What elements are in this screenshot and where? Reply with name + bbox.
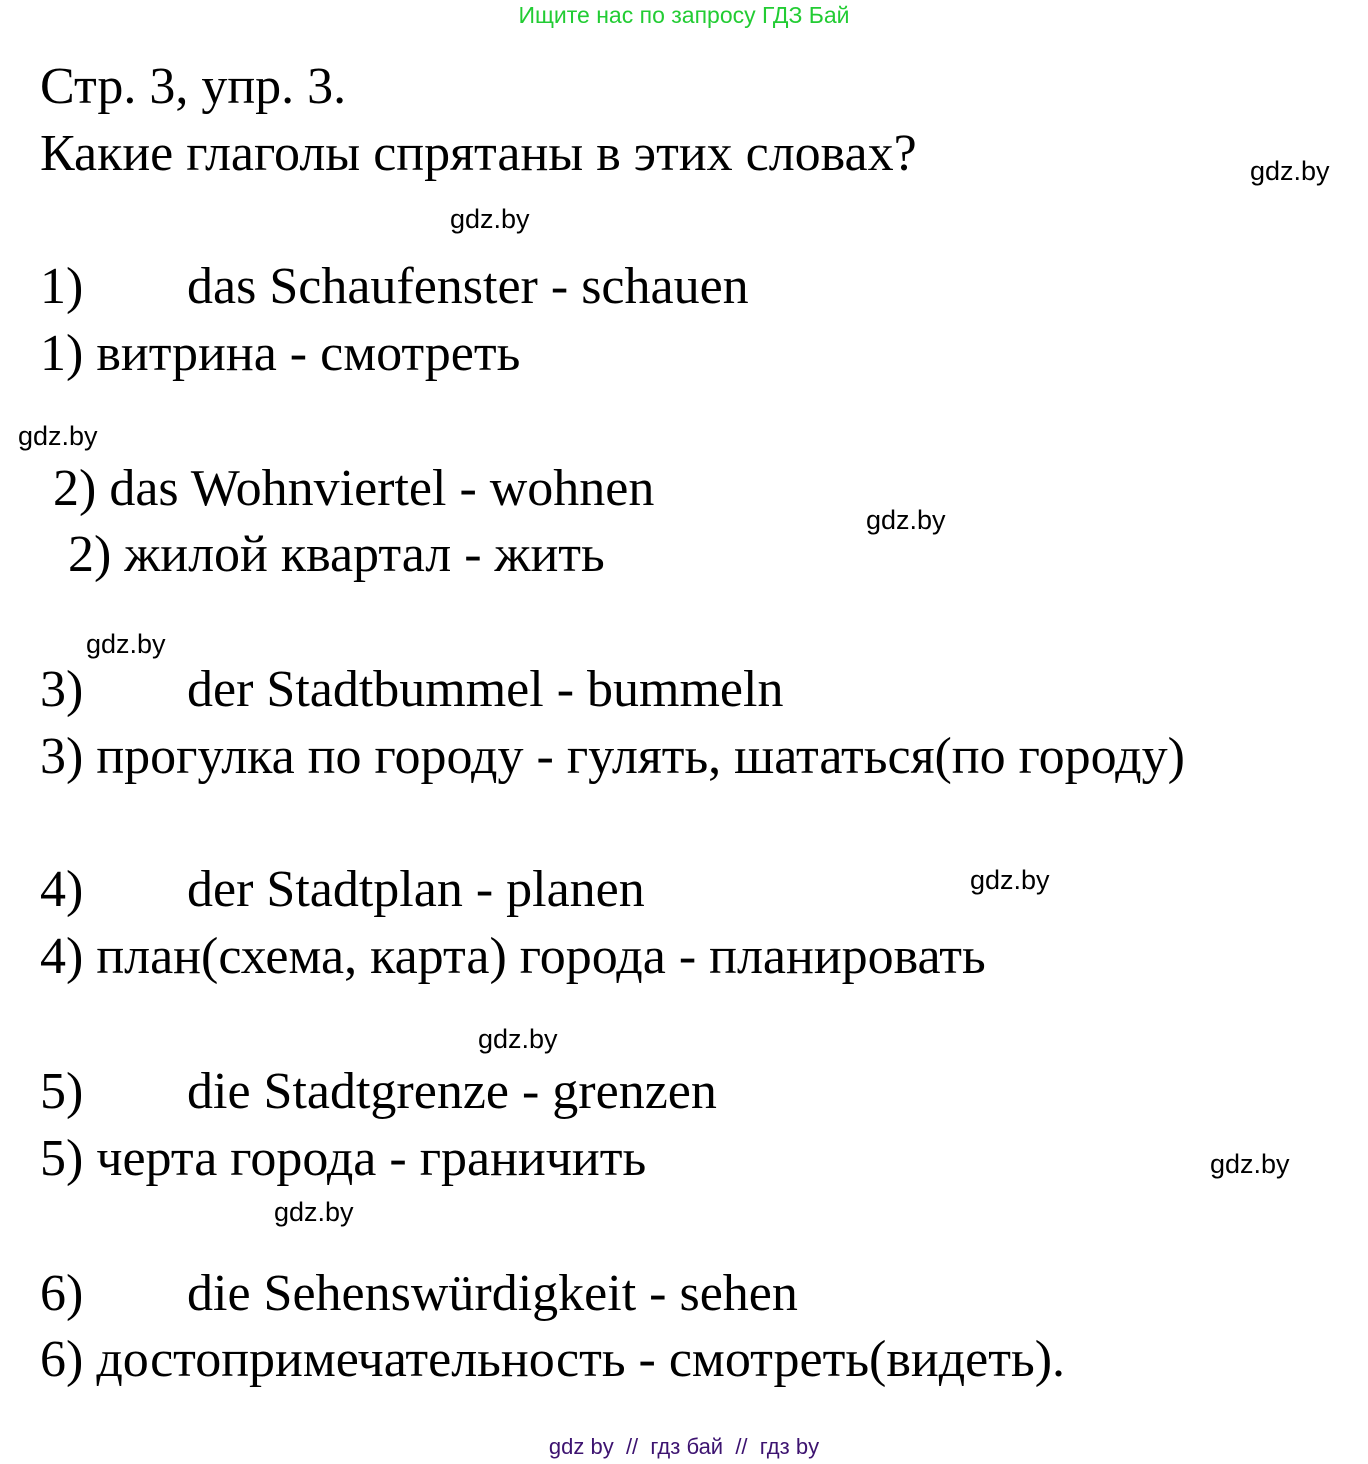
question: Какие глаголы спрятаны в этих словах? [40,125,917,182]
search-banner: Ищите нас по запросу ГДЗ Бай [518,2,850,28]
item-german: 4) der Stadtplan - planen [40,861,645,918]
item-german: 6) die Sehenswürdigkeit - sehen [40,1265,798,1322]
item-german: 1) das Schaufenster - schauen [40,258,749,315]
watermark: gdz.by [1250,156,1330,186]
footer-text: gdz by // гдз бай // гдз by [548,1434,820,1459]
watermark: gdz.by [1210,1149,1290,1179]
watermark: gdz.by [86,629,166,659]
item-russian: 2) жилой квартал - жить [68,526,605,583]
watermark: gdz.by [866,505,946,535]
watermark: gdz.by [478,1024,558,1054]
watermark: gdz.by [274,1197,354,1227]
item-german: 3) der Stadtbummel - bummeln [40,661,784,718]
item-russian: 4) план(схема, карта) города - планировать [40,928,986,985]
item-russian: 5) черта города - граничить [40,1130,647,1187]
item-german: 5) die Stadtgrenze - grenzen [40,1063,717,1120]
watermark: gdz.by [18,421,98,451]
item-russian: 6) достопримечательность - смотреть(видеть). [40,1331,1066,1388]
item-german: 2) das Wohnviertel - wohnen [53,460,655,517]
watermark: gdz.by [970,865,1050,895]
page-title: Стр. 3, упр. 3. [40,58,347,115]
item-russian: 1) витрина - смотреть [40,325,521,382]
item-russian: 3) прогулка по городу - гулять, шататься(по городу) [40,728,1185,785]
watermark: gdz.by [450,204,530,234]
footer-links [0,1434,1368,1460]
